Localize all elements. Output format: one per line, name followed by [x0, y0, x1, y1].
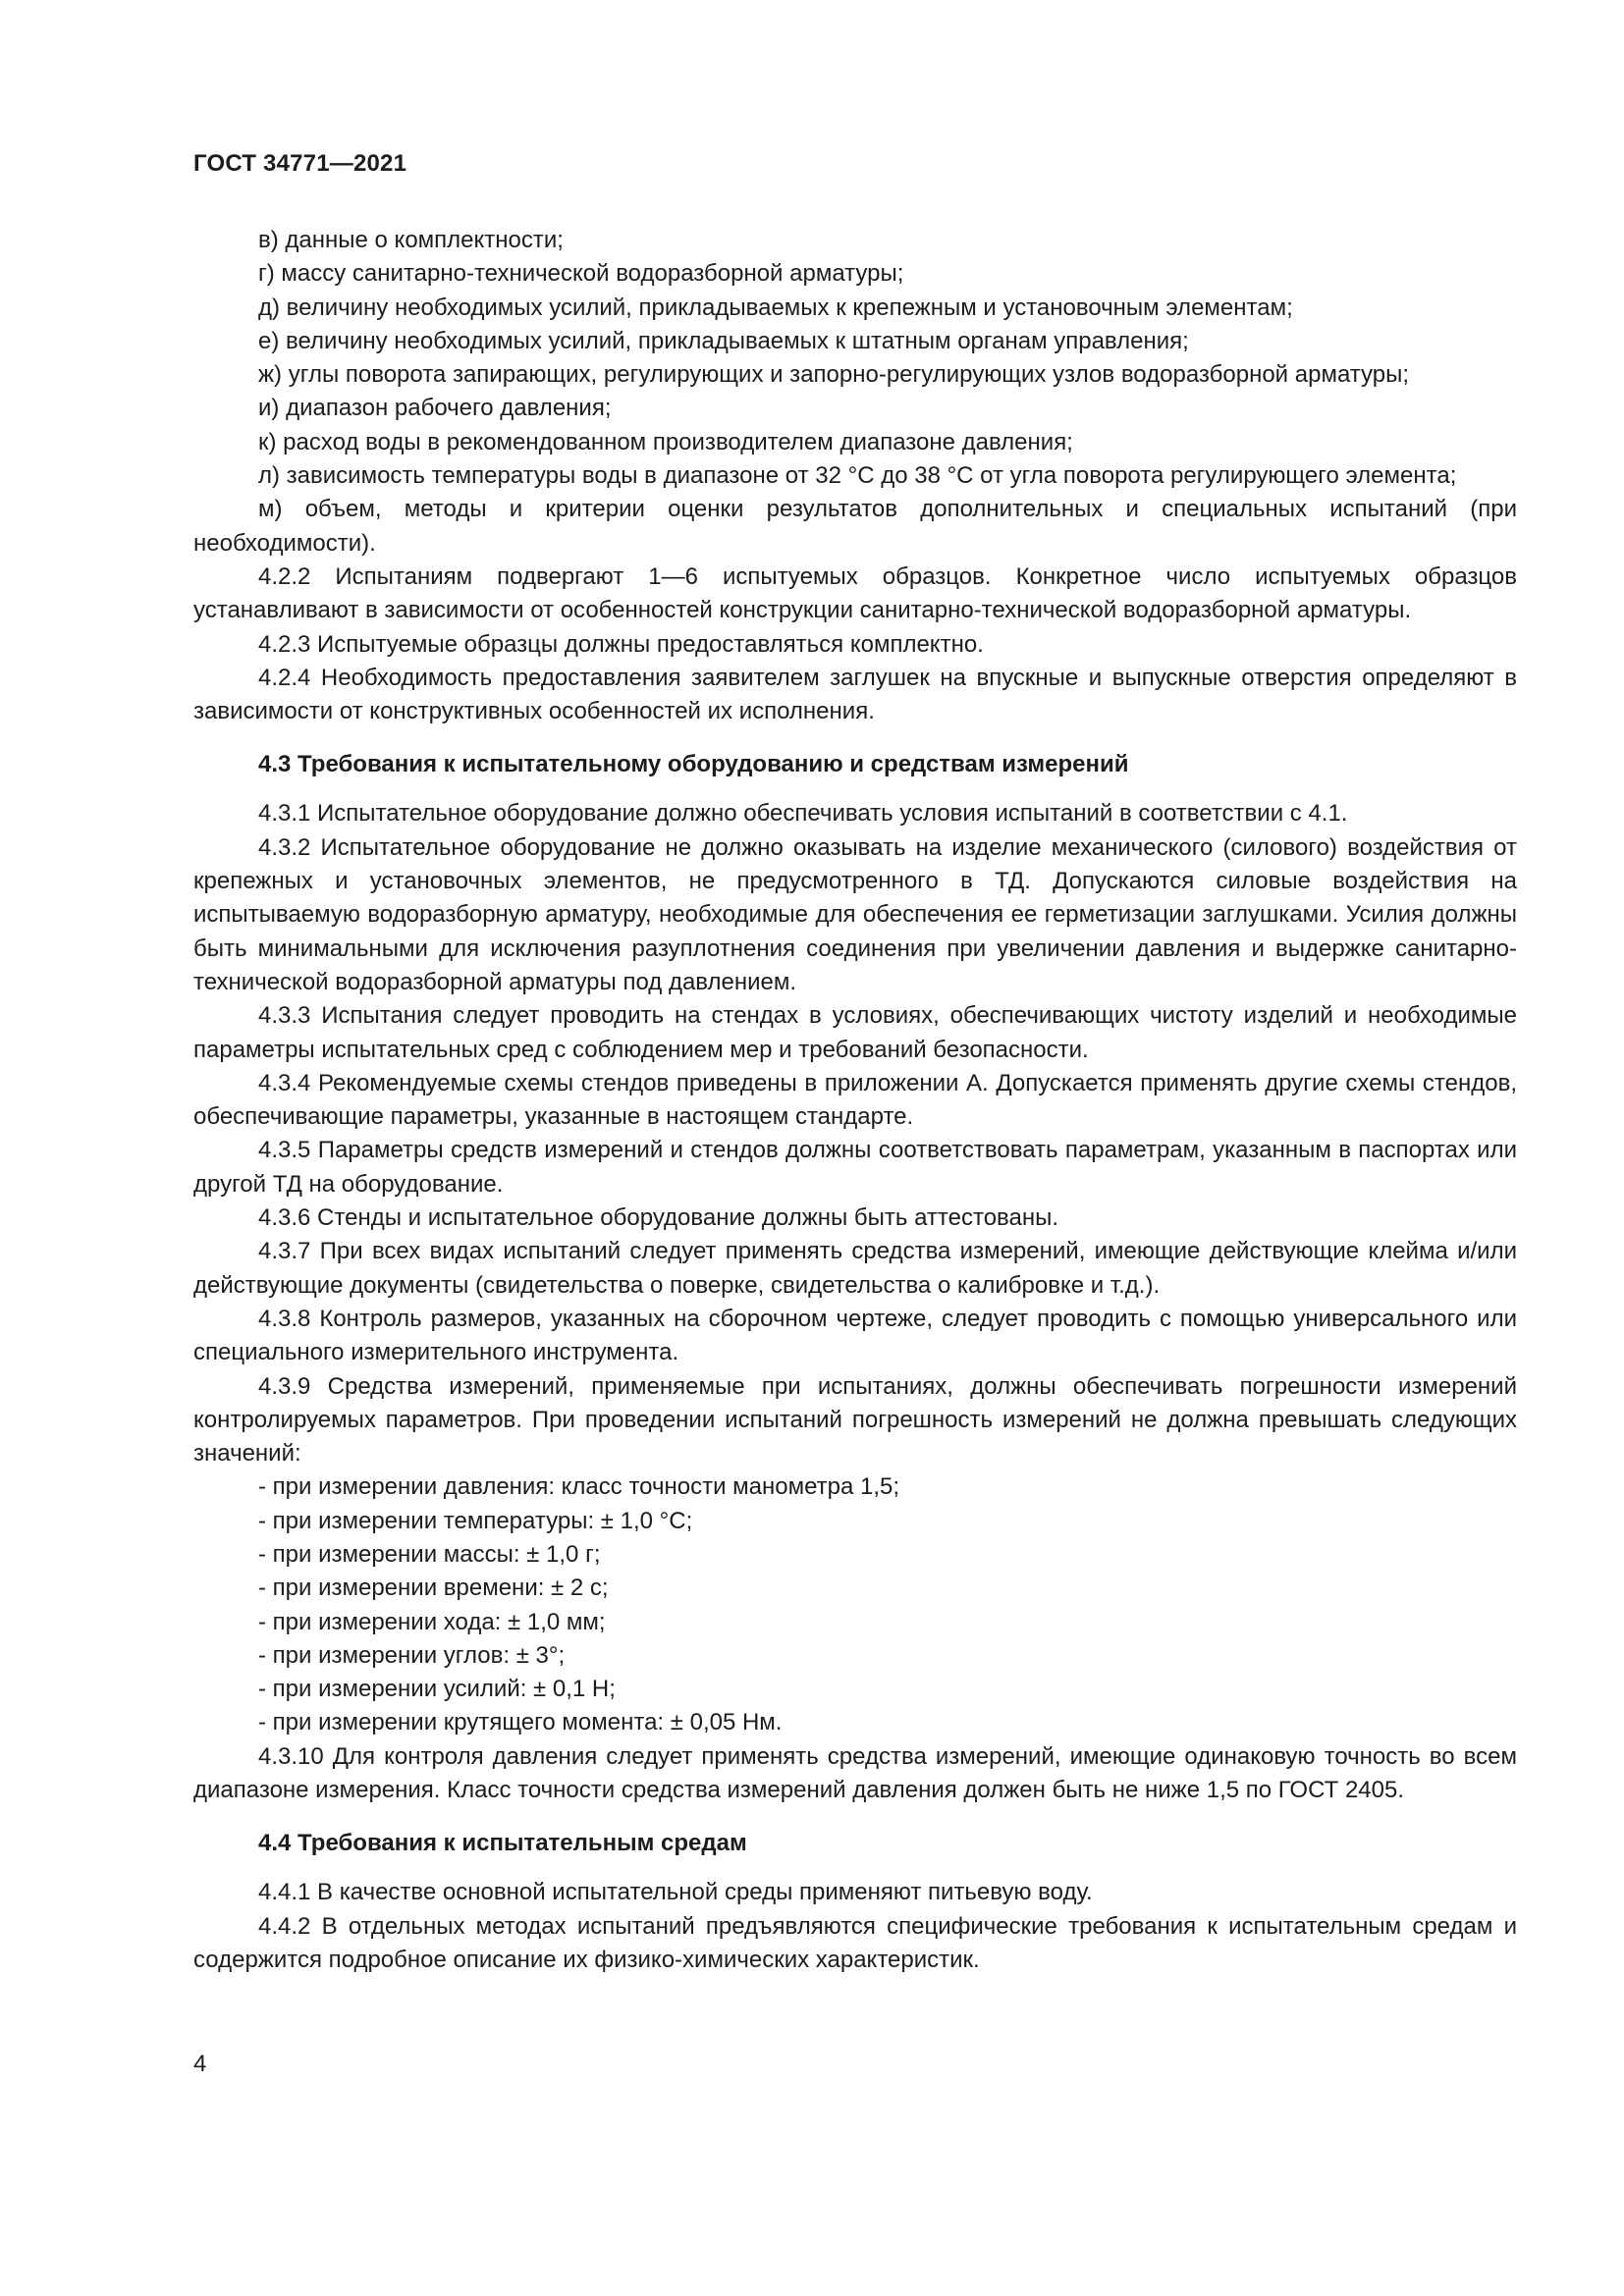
list-item: ж) углы поворота запирающих, регулирующих и запорно-регулирующих узлов водоразборной арматуры; [258, 361, 1410, 389]
document-code-header: ГОСТ 34771—2021 [193, 150, 407, 177]
list-item: е) величину необходимых усилий, прикладываемых к штатным органам управления; [258, 327, 1189, 354]
accuracy-item: - при измерении хода: ± 1,0 мм; [258, 1608, 606, 1635]
paragraph-4-3-3: 4.3.3 Испытания следует проводить на стендах в условиях, обеспечивающих чистоту изделий и необходимые параметры испытательных сред с соблюдением мер и требований безопасности. [193, 1002, 1517, 1063]
paragraph-4-3-1: 4.3.1 Испытательное оборудование должно обеспечивать условия испытаний в соответствии с 4.1. [258, 800, 1348, 828]
paragraph-4-2-4: 4.2.4 Необходимость предоставления заявителем заглушек на впускные и выпускные отверстия определяют в зависимости от конструктивных особенностей их исполнения. [193, 664, 1517, 725]
accuracy-item: - при измерении крутящего момента: ± 0,05 Нм. [258, 1709, 783, 1736]
paragraph-4-3-2: 4.3.2 Испытательное оборудование не должно оказывать на изделие механического (силового) воздействия от крепежных и установочных элементов, не предусмотренного в ТД. Допускаются силовые воздействия на испытываемую водоразборную арматуру, необходимые для обеспечения ее герметизации заглушками. Усилия должны быть минимальными для исключения разуплотнения соединения при увеличении давления и выдержке санитарно-технической водоразборной арматуры под давлением. [193, 833, 1517, 995]
list-item: в) данные о комплектности; [258, 227, 564, 253]
page-number: 4 [193, 2051, 207, 2077]
list-item: к) расход воды в рекомендованном производителем диапазоне давления; [258, 428, 1073, 455]
paragraph-4-3-9: 4.3.9 Средства измерений, применяемые при испытаниях, должны обеспечивать погрешности измерений контролируемых параметров. При проведении испытаний погрешность измерений не должна превышать следующих значений: [193, 1372, 1517, 1468]
paragraph-4-2-2: 4.2.2 Испытаниям подвергают 1—6 испытуемых образцов. Конкретное число испытуемых образцов устанавливают в зависимости от особенностей конструкции санитарно-технической водоразборной арматуры. [193, 562, 1517, 624]
accuracy-item: - при измерении массы: ± 1,0 г; [258, 1540, 601, 1568]
list-item: д) величину необходимых усилий, прикладываемых к крепежным и установочным элементам; [258, 294, 1293, 321]
accuracy-item: - при измерении усилий: ± 0,1 Н; [258, 1676, 616, 1703]
paragraph-4-3-4: 4.3.4 Рекомендуемые схемы стендов приведены в приложении А. Допускается применять другие схемы стендов, обеспечивающие параметры, указанные в настоящем стандарте. [193, 1069, 1517, 1131]
page-content [193, 224, 1517, 1977]
paragraph-4-3-10: 4.3.10 Для контроля давления следует применять средства измерений, имеющие одинаковую точность во всем диапазоне измерения. Класс точности средства измерений давления должен быть не ниже 1,5 по ГОСТ 2405. [193, 1742, 1517, 1804]
paragraph-4-3-7: 4.3.7 При всех видах испытаний следует применять средства измерений, имеющие действующие клейма и/или действующие документы (свидетельства о поверке, свидетельства о калибровке и т.д.). [193, 1238, 1517, 1299]
accuracy-item: - при измерении времени: ± 2 с; [258, 1575, 609, 1602]
list-item: и) диапазон рабочего давления; [258, 395, 612, 422]
paragraph-4-2-3: 4.2.3 Испытуемые образцы должны предоставляться комплектно. [258, 630, 984, 658]
section-heading-4-3: 4.3 Требования к испытательному оборудованию и средствам измерений [258, 751, 1129, 778]
list-item: м) объем, методы и критерии оценки результатов дополнительных и специальных испытаний (при необходимости). [193, 496, 1517, 557]
paragraph-4-4-1: 4.4.1 В качестве основной испытательной среды применяют питьевую воду. [258, 1879, 1093, 1906]
accuracy-item: - при измерении углов: ± 3°; [258, 1641, 566, 1669]
paragraph-4-3-8: 4.3.8 Контроль размеров, указанных на сборочном чертеже, следует проводить с помощью универсального или специального измерительного инструмента. [193, 1305, 1517, 1366]
paragraph-4-3-6: 4.3.6 Стенды и испытательное оборудование должны быть аттестованы. [258, 1204, 1059, 1232]
section-heading-4-4: 4.4 Требования к испытательным средам [258, 1830, 747, 1857]
accuracy-item: - при измерении температуры: ± 1,0 °С; [258, 1507, 693, 1534]
list-item: л) зависимость температуры воды в диапазоне от 32 °С до 38 °С от угла поворота регулирующего элемента; [258, 462, 1457, 490]
list-item: г) массу санитарно-технической водоразборной арматуры; [258, 260, 904, 288]
paragraph-4-4-2: 4.4.2 В отдельных методах испытаний предъявляются специфические требования к испытательным средам и содержится подробное описание их физико-химических характеристик. [193, 1912, 1517, 1973]
accuracy-item: - при измерении давления: класс точности манометра 1,5; [258, 1473, 900, 1501]
paragraph-4-3-5: 4.3.5 Параметры средств измерений и стендов должны соответствовать параметрам, указанным в паспортах или другой ТД на оборудование. [193, 1137, 1517, 1198]
